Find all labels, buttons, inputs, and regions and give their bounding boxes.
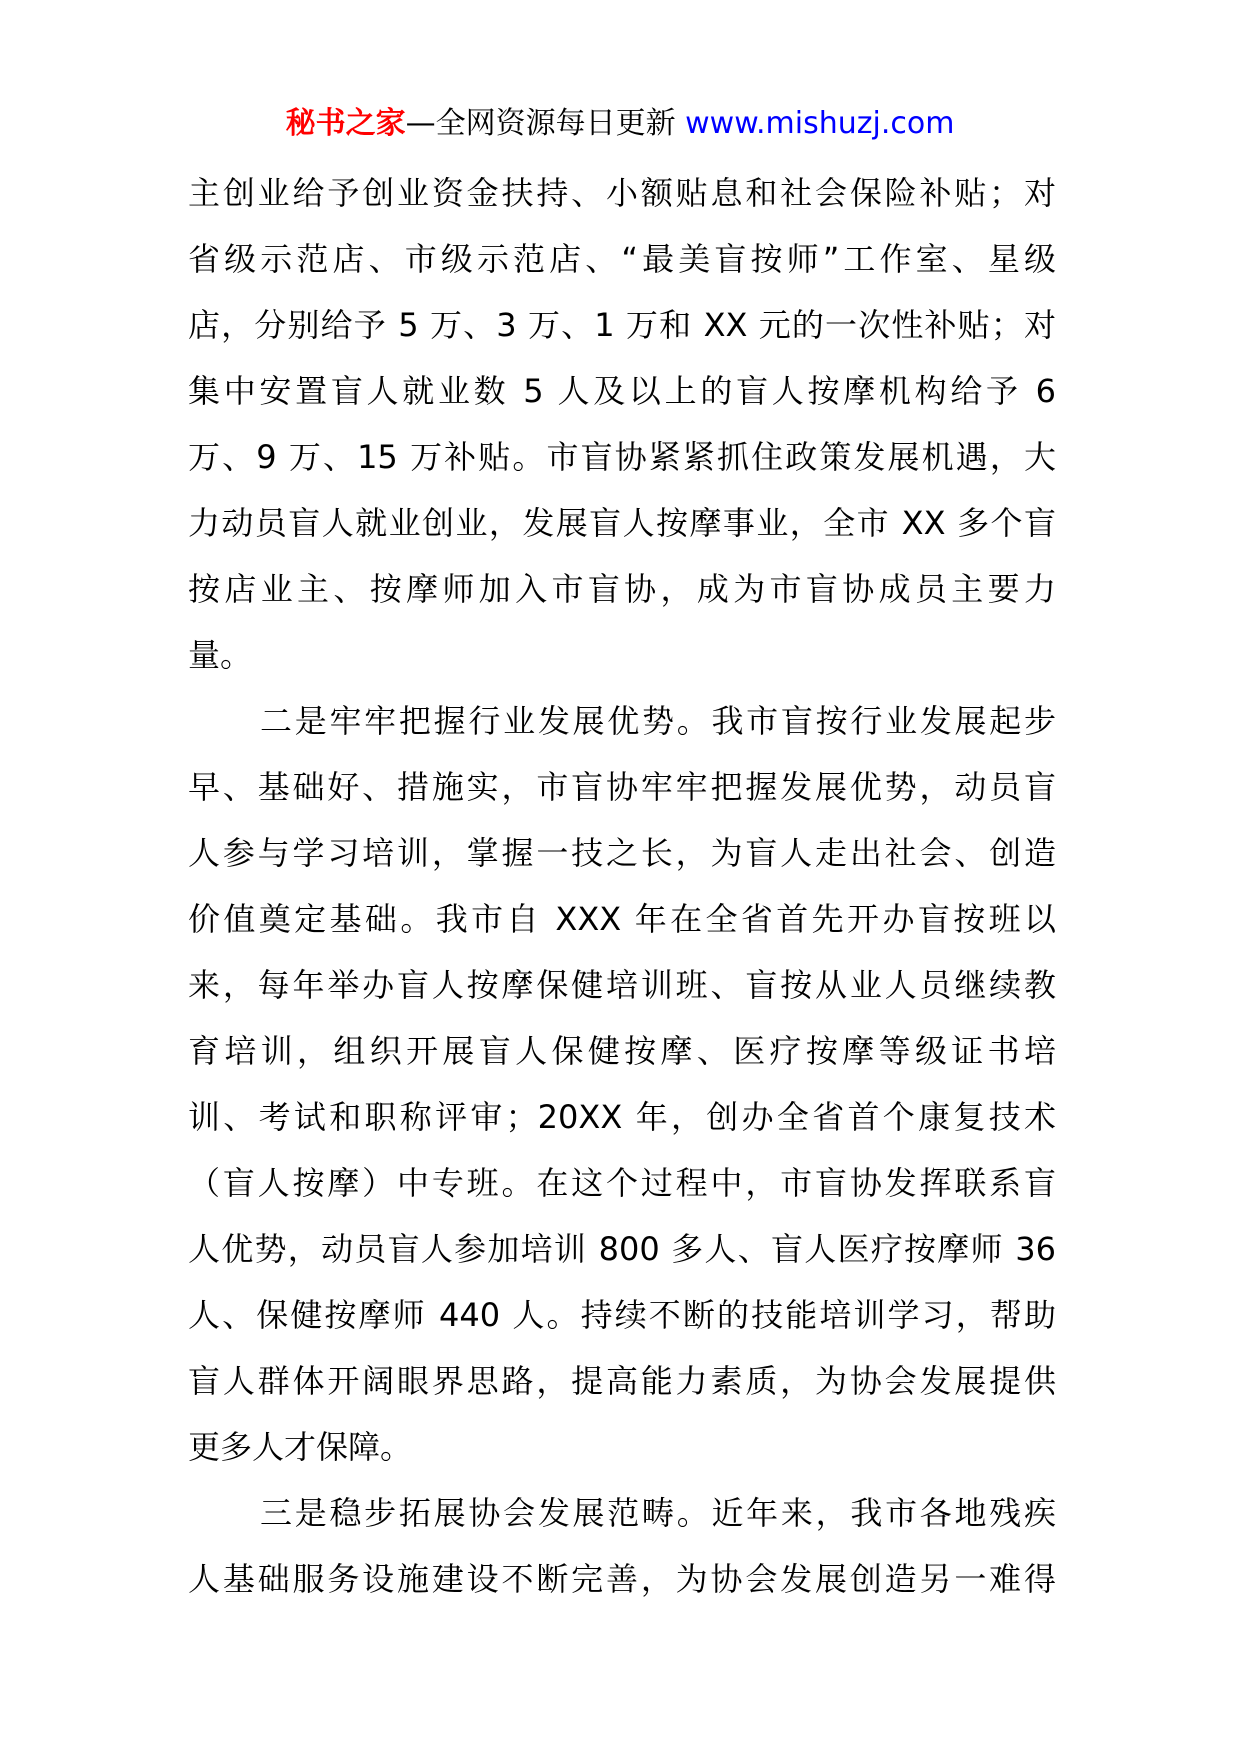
text-line: 人、保健按摩师 440 人。持续不断的技能培训学习，帮助: [188, 1296, 1056, 1334]
website-url: www.mishuzj.com: [685, 106, 955, 141]
text-line: 训、考试和职称评审；20XX 年，创办全省首个康复技术: [188, 1098, 1056, 1136]
text-line: 店，分别给予 5 万、3 万、1 万和 XX 元的一次性补贴；对: [188, 306, 1056, 344]
text-line: 集中安置盲人就业数 5 人及以上的盲人按摩机构给予 6: [188, 372, 1056, 410]
text-line: 早、基础好、措施实，市盲协牢牢把握发展优势，动员盲: [188, 768, 1056, 806]
text-line: 人参与学习培训，掌握一技之长，为盲人走出社会、创造: [188, 834, 1056, 872]
brand-tagline: —全网资源每日更新: [405, 106, 686, 141]
watermark-header: [0, 100, 1240, 148]
text-line: 按店业主、按摩师加入市盲协，成为市盲协成员主要力: [188, 570, 1056, 608]
text-line: 万、9 万、15 万补贴。市盲协紧紧抓住政策发展机遇，大: [188, 438, 1056, 476]
text-line: 育培训，组织开展盲人保健按摩、医疗按摩等级证书培: [188, 1032, 1056, 1070]
text-line: 价值奠定基础。我市自 XXX 年在全省首先开办盲按班以: [188, 900, 1056, 938]
text-line: 来，每年举办盲人按摩保健培训班、盲按从业人员继续教: [188, 966, 1056, 1004]
paragraph-start-line: 三是稳步拓展协会发展范畴。近年来，我市各地残疾: [260, 1494, 1056, 1532]
text-line: 力动员盲人就业创业，发展盲人按摩事业，全市 XX 多个盲: [188, 504, 1056, 542]
text-line: 盲人群体开阔眼界思路，提高能力素质，为协会发展提供: [188, 1362, 1056, 1400]
text-line: 人基础服务设施建设不断完善，为协会发展创造另一难得: [188, 1560, 1056, 1598]
text-line-paragraph-end: 更多人才保障。: [188, 1428, 413, 1466]
paragraph-start-line: 二是牢牢把握行业发展优势。我市盲按行业发展起步: [260, 702, 1056, 740]
document-body: [188, 160, 1056, 1612]
text-line: （盲人按摩）中专班。在这个过程中，市盲协发挥联系盲: [188, 1164, 1056, 1202]
text-line-paragraph-end: 量。: [188, 636, 253, 674]
text-line: 人优势，动员盲人参加培训 800 多人、盲人医疗按摩师 36: [188, 1230, 1056, 1268]
brand-name: 秘书之家: [285, 106, 406, 141]
text-line: 主创业给予创业资金扶持、小额贴息和社会保险补贴；对: [188, 174, 1056, 212]
text-line: 省级示范店、市级示范店、“最美盲按师”工作室、星级: [188, 240, 1056, 278]
